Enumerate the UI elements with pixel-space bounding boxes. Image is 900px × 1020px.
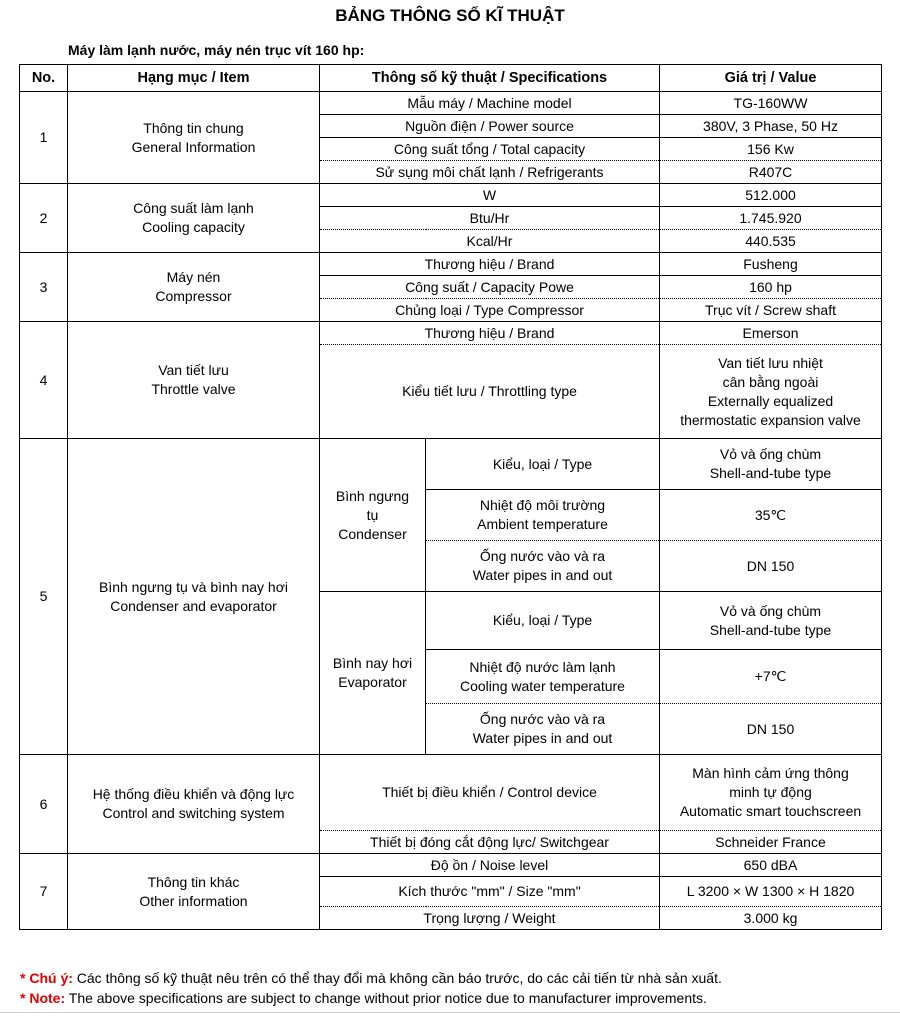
group-number: 3 <box>20 253 68 322</box>
table-row <box>20 439 882 490</box>
group-item <box>68 322 320 439</box>
spec-cell: Nguồn điện / Power source <box>320 115 660 138</box>
group-item-vi: Máy nén <box>166 269 221 285</box>
value-cell: 650 dBA <box>660 854 882 877</box>
value-line: 35℃ <box>754 506 787 523</box>
value-line: Vỏ và ống chùm <box>719 602 822 619</box>
group-item-en: Cooling capacity <box>142 219 245 235</box>
group-item <box>68 755 320 854</box>
spec-cell <box>426 592 660 650</box>
bottom-divider <box>0 1012 900 1013</box>
group-item-vi: Van tiết lưu <box>158 362 229 378</box>
note-label: * Chú ý: <box>20 970 73 986</box>
value-line: Automatic smart touchscreen <box>679 803 862 819</box>
group-item <box>68 854 320 930</box>
spec-line: Water pipes in and out <box>472 567 613 583</box>
group-item-vi: Bình ngưng tụ và bình nay hơi <box>98 578 288 595</box>
value-cell: 3.000 kg <box>660 907 882 930</box>
table-row <box>20 322 882 345</box>
header-value: Giá trị / Value <box>660 65 882 92</box>
spec-cell: Mẫu máy / Machine model <box>320 92 660 115</box>
group-item-en: General Information <box>131 138 256 155</box>
spec-line: Nhiệt độ môi trường <box>479 497 606 513</box>
value-cell: 512.000 <box>660 184 882 207</box>
value-line: Van tiết lưu nhiệt <box>718 354 823 371</box>
note-en <box>20 990 707 1006</box>
subgroup-line: tụ <box>366 506 379 523</box>
value-line: DN 150 <box>746 720 795 737</box>
subgroup-line: Bình ngưng <box>335 487 410 504</box>
spec-cell: Thương hiệu / Brand <box>320 253 660 276</box>
spec-line: Ống nước vào và ra <box>479 548 606 564</box>
subgroup-evaporator <box>320 592 426 755</box>
spec-cell <box>426 704 660 755</box>
value-line: Shell-and-tube type <box>709 465 832 481</box>
spec-line: Nhiệt độ nước làm lạnh <box>469 658 616 675</box>
note-vi <box>20 970 722 986</box>
spec-cell: Thương hiệu / Brand <box>320 322 660 345</box>
group-item <box>68 253 320 322</box>
group-item-en: Condenser and evaporator <box>110 597 277 614</box>
group-item-vi: Công suất làm lạnh <box>133 200 254 216</box>
value-line: Vỏ và ống chùm <box>719 446 822 462</box>
document-title: BẢNG THÔNG SỐ KĨ THUẬT <box>335 6 565 25</box>
value-cell: R407C <box>660 161 882 184</box>
group-number: 5 <box>20 439 68 755</box>
value-cell: 156 Kw <box>660 138 882 161</box>
value-line: cân bằng ngoài <box>722 373 819 390</box>
spec-cell: Trọng lượng / Weight <box>320 907 660 930</box>
table-row <box>20 253 882 276</box>
value-line: +7℃ <box>754 668 787 684</box>
group-item-vi: Thông tin chung <box>143 119 244 136</box>
spec-cell: Thiết bị điều khiển / Control device <box>320 755 660 831</box>
spec-cell: Kích thước "mm" / Size "mm" <box>320 877 660 907</box>
value-cell <box>660 755 882 831</box>
spec-cell: W <box>320 184 660 207</box>
table-row <box>20 92 882 115</box>
value-line: Externally equalized <box>707 392 834 409</box>
header-spec: Thông số kỹ thuật / Specifications <box>320 65 660 92</box>
document-subtitle: Máy làm lạnh nước, máy nén trục vít 160 hp: <box>68 42 365 58</box>
spec-cell: Sử sụng môi chất lạnh / Refrigerants <box>320 161 660 184</box>
note-text: Các thông số kỹ thuật nêu trên có thể thay đổi mà không cần báo trước, do các cải tiến từ nhà sản xuất. <box>72 970 722 986</box>
table-row <box>20 184 882 207</box>
value-cell: 1.745.920 <box>660 207 882 230</box>
spec-cell: Kcal/Hr <box>320 230 660 253</box>
group-item <box>68 92 320 184</box>
value-cell <box>660 650 882 704</box>
spec-cell: Btu/Hr <box>320 207 660 230</box>
value-cell <box>660 345 882 439</box>
table-row <box>20 755 882 831</box>
note-text: The above specifications are subject to change without prior notice due to manufacturer improvements. <box>65 990 707 1006</box>
spec-cell <box>426 541 660 592</box>
value-cell <box>660 592 882 650</box>
spec-cell: Kiểu tiết lưu / Throttling type <box>320 345 660 439</box>
group-number: 6 <box>20 755 68 854</box>
spec-cell <box>426 650 660 704</box>
table-row <box>20 854 882 877</box>
spec-cell: Độ ồn / Noise level <box>320 854 660 877</box>
group-number: 1 <box>20 92 68 184</box>
group-item-en: Other information <box>139 892 248 909</box>
group-item <box>68 439 320 755</box>
value-cell <box>660 439 882 490</box>
header-no: No. <box>20 65 68 92</box>
spec-line: Ống nước vào và ra <box>479 711 606 727</box>
subgroup-line: Evaporator <box>338 674 407 690</box>
spec-cell: Công suất tổng / Total capacity <box>320 138 660 161</box>
spec-table <box>19 64 882 930</box>
value-line: thermostatic expansion valve <box>680 411 861 428</box>
spec-line: Kiểu, loại / Type <box>492 455 593 472</box>
value-cell: Emerson <box>660 322 882 345</box>
group-item-en: Compressor <box>155 288 232 304</box>
group-item <box>68 184 320 253</box>
group-item-vi: Thông tin khác <box>147 873 240 890</box>
group-number: 7 <box>20 854 68 930</box>
table-header-row <box>20 65 882 92</box>
spec-cell: Thiết bị đóng cắt động lực/ Switchgear <box>320 831 660 854</box>
spec-cell: Công suất / Capacity Powe <box>320 276 660 299</box>
group-item-en: Control and switching system <box>102 805 285 821</box>
spec-line: Ambient temperature <box>477 516 608 532</box>
group-number: 4 <box>20 322 68 439</box>
spec-cell <box>426 490 660 541</box>
value-cell: TG-160WW <box>660 92 882 115</box>
group-number: 2 <box>20 184 68 253</box>
value-cell: 380V, 3 Phase, 50 Hz <box>660 115 882 138</box>
value-cell: L 3200 × W 1300 × H 1820 <box>660 877 882 907</box>
header-item: Hạng mục / Item <box>68 65 320 92</box>
group-item-vi: Hệ thống điều khiển và động lực <box>92 786 295 802</box>
spec-cell <box>426 439 660 490</box>
spec-line: Cooling water temperature <box>460 677 625 694</box>
value-cell <box>660 541 882 592</box>
value-line: DN 150 <box>746 557 795 574</box>
note-label: * Note: <box>20 990 66 1006</box>
value-cell: Trục vít / Screw shaft <box>660 299 882 322</box>
value-cell <box>660 490 882 541</box>
value-line: Shell-and-tube type <box>709 621 832 638</box>
value-cell: Fusheng <box>660 253 882 276</box>
value-line: Màn hình cảm ứng thông <box>692 765 849 781</box>
spec-line: Water pipes in and out <box>472 730 613 746</box>
subgroup-line: Condenser <box>338 525 407 542</box>
spec-line: Kiểu, loại / Type <box>492 612 593 628</box>
value-cell <box>660 704 882 755</box>
value-cell: 160 hp <box>660 276 882 299</box>
value-line: minh tự động <box>729 784 812 800</box>
subgroup-line: Bình nay hơi <box>332 655 413 671</box>
subgroup-condenser <box>320 439 426 592</box>
spec-cell: Chủng loại / Type Compressor <box>320 299 660 322</box>
value-cell: 440.535 <box>660 230 882 253</box>
group-item-en: Throttle valve <box>151 381 236 397</box>
value-cell: Schneider France <box>660 831 882 854</box>
